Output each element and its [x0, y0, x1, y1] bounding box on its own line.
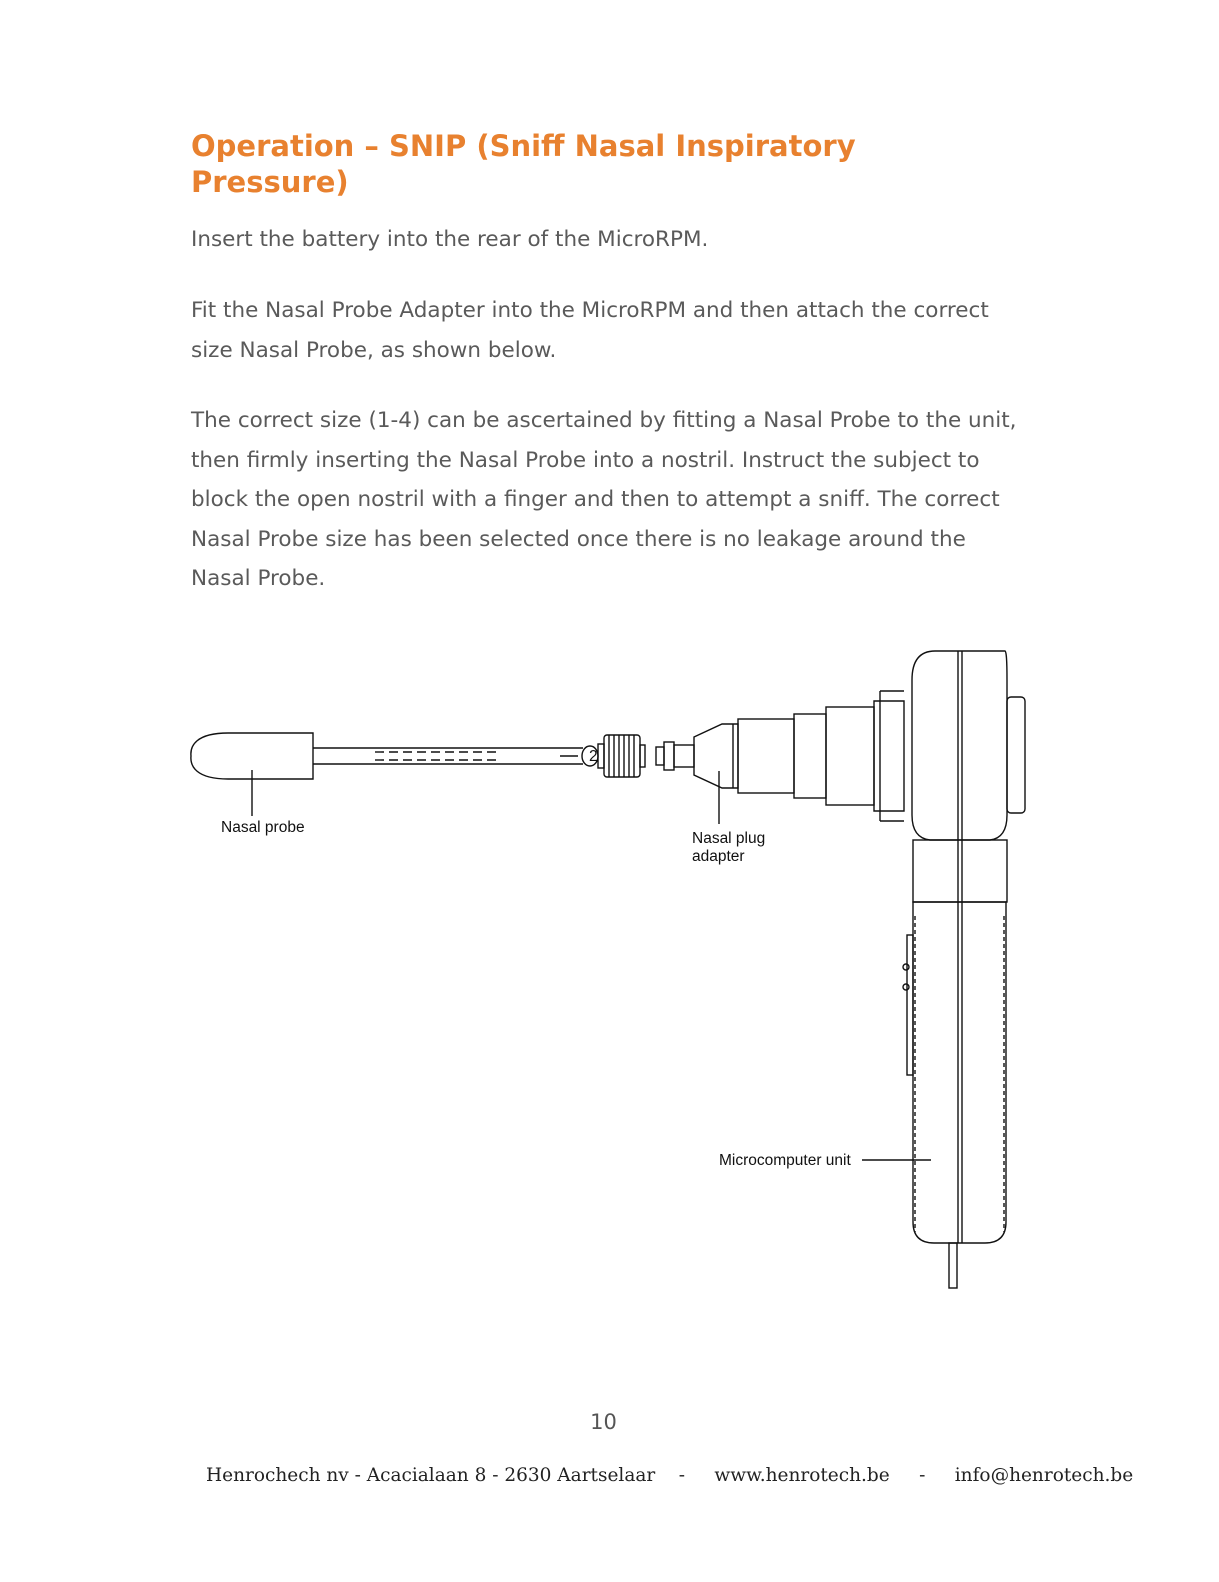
unit-head: [912, 651, 1007, 840]
page-number: 10: [590, 1410, 617, 1434]
size-marker: 2: [589, 748, 598, 765]
side-button-1: [903, 964, 909, 970]
adapter-cone: [694, 724, 738, 788]
adapter-tip: [656, 747, 664, 765]
unit-cable: [949, 1243, 957, 1288]
unit-port-1: [738, 719, 794, 793]
unit-rear-cap: [1007, 697, 1025, 813]
paragraph-battery: Insert the battery into the rear of the MicroRPM.: [191, 227, 709, 252]
label-unit: Microcomputer unit: [719, 1152, 851, 1169]
side-switch: [907, 935, 913, 1075]
paragraph-probe-size: The correct size (1-4) can be ascertained by fitting a Nasal Probe to the unit, then firmly inserting the Nasal Probe into a nostril. Instruct the subject to block the open nostril with a finger and then to attempt a sniff. The correct Nasal Probe size has been selected once there is no leakage around the Nasal Probe.: [191, 408, 1017, 592]
adapter-collar: [664, 742, 674, 770]
footer-contact: Henrochech nv - Acacialaan 8 - 2630 Aartselaar - www.henrotech.be - info@henrotech.be: [206, 1465, 1134, 1486]
label-adapter-line2: adapter: [692, 848, 745, 865]
unit-neck: [913, 840, 1007, 902]
section-heading: Operation – SNIP (Sniff Nasal Inspiratory Pressure): [191, 129, 856, 199]
unit-port-3: [826, 707, 874, 805]
unit-body: [913, 902, 1006, 1243]
connector-collar: [598, 744, 604, 768]
unit-port-2: [794, 714, 826, 798]
label-nasal-probe: Nasal probe: [221, 819, 305, 836]
side-button-2: [903, 984, 909, 990]
adapter-neck: [674, 745, 694, 767]
paragraph-adapter: Fit the Nasal Probe Adapter into the MicroRPM and then attach the correct size Nasal Probe, as shown below.: [191, 298, 989, 363]
label-adapter-line1: Nasal plug: [692, 830, 766, 847]
unit-port-4: [874, 701, 904, 811]
